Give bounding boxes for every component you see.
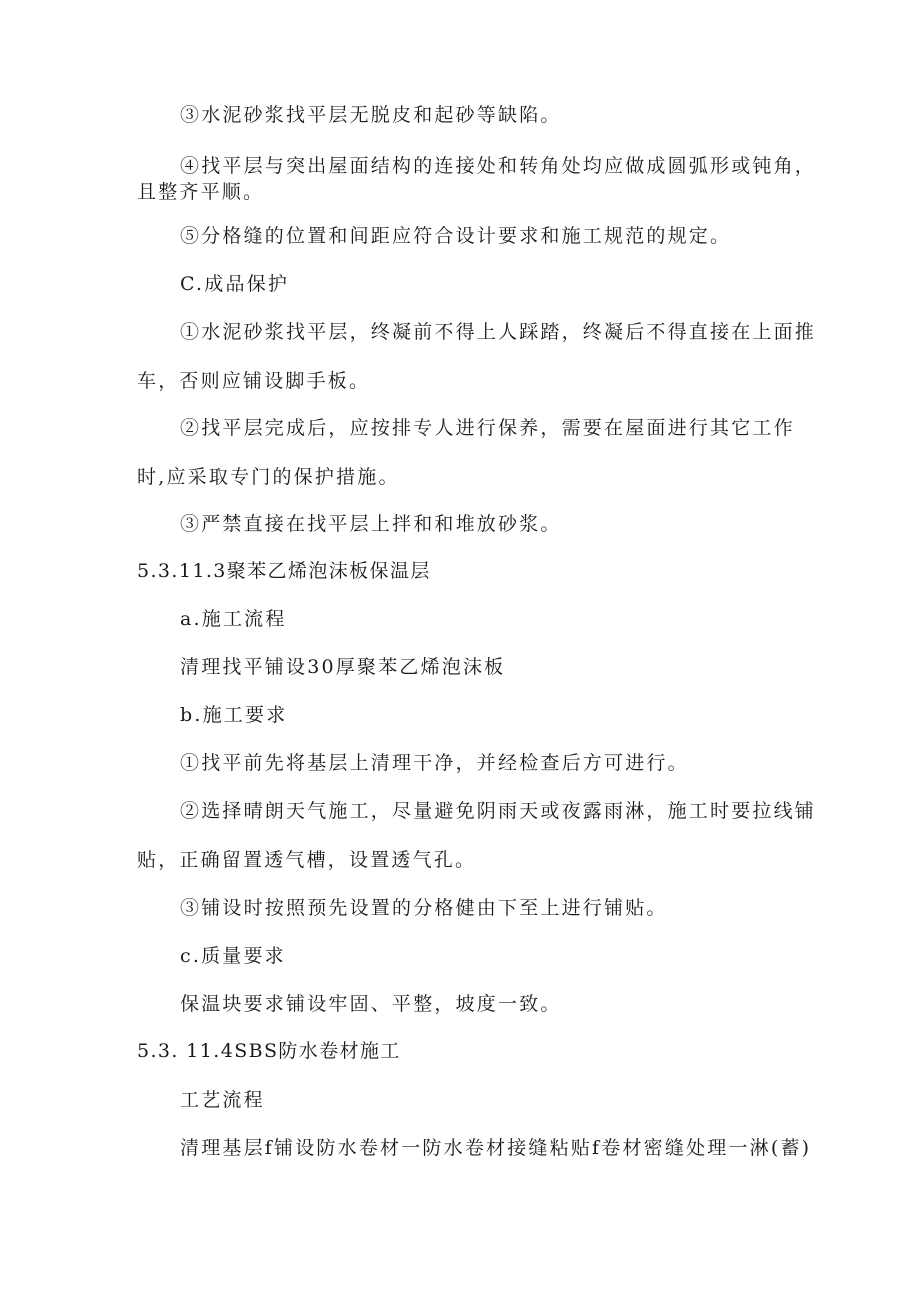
paragraph-line: ③水泥砂浆找平层无脱皮和起砂等缺陷。: [180, 104, 562, 126]
section-heading: 5.3.11.3聚苯乙烯泡沫板保温层: [137, 560, 431, 582]
section-subheading: C.成品保护: [180, 273, 290, 295]
paragraph-line: 贴，正确留置透气槽，设置透气孔。: [137, 849, 477, 871]
section-subheading: a.施工流程: [180, 608, 287, 630]
paragraph-line: 保温块要求铺设牢固、平整，坡度一致。: [180, 993, 562, 1015]
paragraph-line: 车，否则应铺设脚手板。: [137, 370, 371, 392]
section-heading: 5.3. 11.4SBS防水卷材施工: [137, 1040, 401, 1062]
paragraph-line: 清理基层f铺设防水卷材一防水卷材接缝粘贴f卷材密缝处理一淋(蓄): [180, 1137, 812, 1159]
paragraph-line: ③严禁直接在找平层上拌和和堆放砂浆。: [180, 513, 562, 535]
paragraph-line: 清理找平铺设30厚聚苯乙烯泡沫板: [180, 656, 506, 678]
paragraph-line: ①水泥砂浆找平层，终凝前不得上人踩踏，终凝后不得直接在上面推: [180, 321, 817, 343]
paragraph-line: ②找平层完成后，应按排专人进行保养，需要在屋面进行其它工作: [180, 417, 795, 439]
paragraph-line: ④找平层与突出屋面结构的连接处和转角处均应做成圆弧形或钝角，: [180, 155, 817, 177]
paragraph-line: ①找平前先将基层上清理干净，并经检查后方可进行。: [180, 752, 689, 774]
paragraph-line: 且整齐平顺。: [137, 181, 265, 203]
paragraph-line: ⑤分格缝的位置和间距应符合设计要求和施工规范的规定。: [180, 225, 732, 247]
section-subheading: c.质量要求: [180, 945, 286, 967]
section-subheading: b.施工要求: [180, 704, 288, 726]
paragraph-line: ③铺设时按照预先设置的分格健由下至上进行铺贴。: [180, 897, 668, 919]
section-subheading: 工艺流程: [180, 1089, 265, 1111]
paragraph-line: ②选择晴朗天气施工，尽量避免阴雨天或夜露雨淋，施工时要拉线铺: [180, 800, 817, 822]
paragraph-line: 时,应采取专门的保护措施。: [137, 466, 400, 488]
